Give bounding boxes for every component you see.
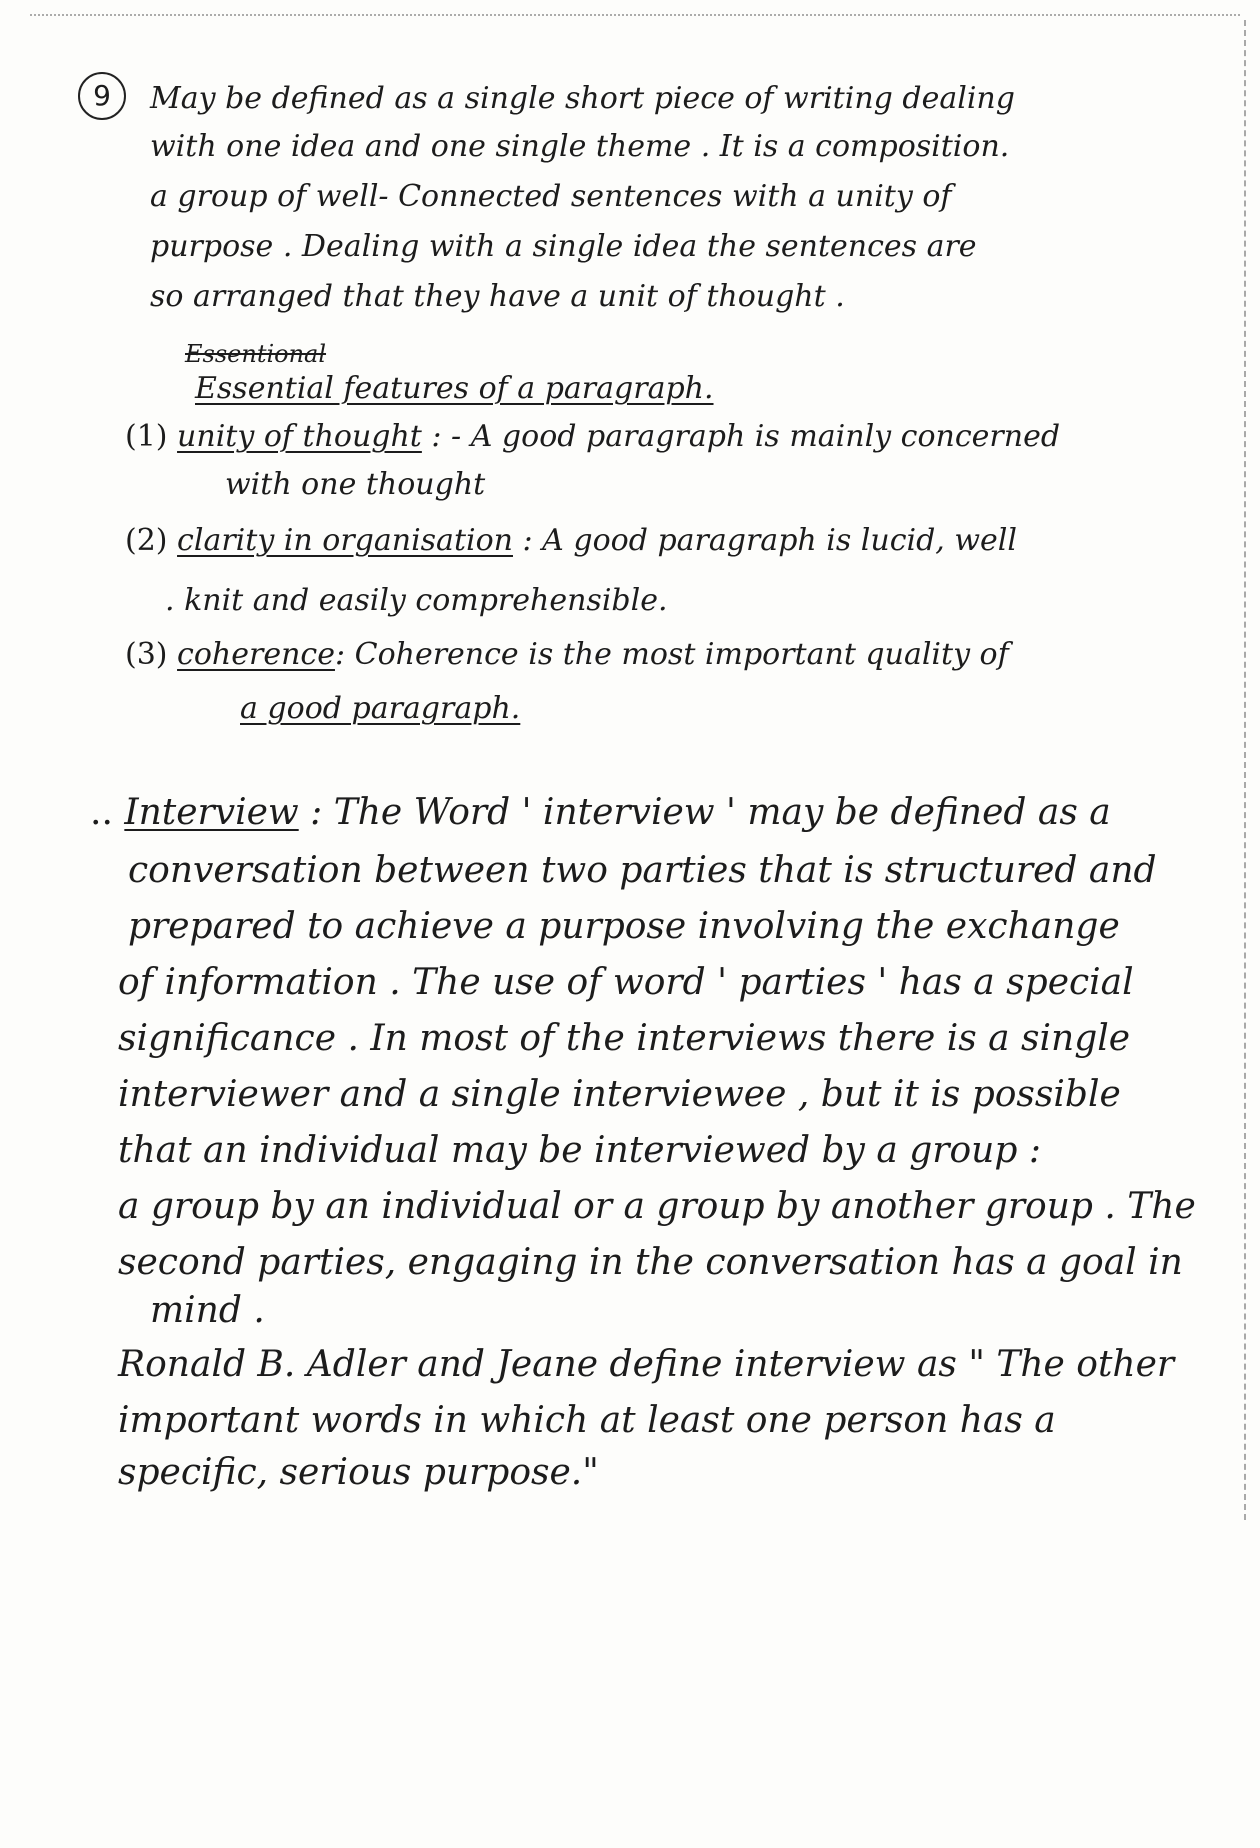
feature-marker: (1): [125, 419, 168, 454]
feature-marker: (3): [125, 637, 168, 672]
quote-line: specific, serious purpose.": [118, 1452, 599, 1493]
quote-line: Ronald B. Adler and Jeane define interview as " The other: [118, 1344, 1175, 1385]
interview-bullet: ..: [90, 792, 113, 833]
feature-separator: :: [334, 637, 355, 672]
interview-line: prepared to achieve a purpose involving the exchange: [128, 906, 1120, 947]
interview-line: that an individual may be interviewed by a group :: [118, 1130, 1041, 1171]
feature-item: [125, 522, 1017, 560]
scan-edge-top: [30, 14, 1240, 20]
feature-text: A good paragraph is lucid, well: [542, 523, 1017, 558]
definition-line: with one idea and one single theme . It is a composition.: [150, 129, 1010, 164]
definition-line: so arranged that they have a unit of thought .: [150, 279, 845, 314]
interview-line: of information . The use of word ' parties ' has a special: [118, 962, 1134, 1003]
feature-item: [125, 418, 1060, 456]
feature-text: Coherence is the most important quality of: [354, 637, 1009, 672]
feature-marker: (2): [125, 523, 168, 558]
quote-line: important words in which at least one person has a: [118, 1400, 1056, 1441]
feature-continuation: . knit and easily comprehensible.: [165, 583, 668, 618]
interview-line: : The Word ' interview ' may be defined as a: [298, 792, 1111, 833]
feature-separator: :: [512, 523, 543, 558]
feature-separator: : -: [421, 419, 471, 454]
feature-title: unity of thought: [177, 419, 422, 454]
interview-line: significance . In most of the interviews there is a single: [118, 1018, 1131, 1059]
feature-continuation: with one thought: [225, 467, 486, 502]
definition-line: purpose . Dealing with a single idea the sentences are: [150, 229, 977, 264]
interview-line: interviewer and a single interviewee , but it is possible: [118, 1074, 1121, 1115]
feature-text: A good paragraph is mainly concerned: [470, 419, 1061, 454]
feature-title: clarity in organisation: [177, 523, 513, 558]
interview-title: Interview: [124, 792, 299, 833]
interview-line: second parties, engaging in the conversation has a goal in: [118, 1242, 1183, 1283]
interview-line: mind .: [150, 1290, 265, 1331]
definition-line: May be defined as a single short piece of writing dealing: [150, 81, 1015, 116]
struck-out-word: Essentional: [185, 340, 327, 368]
interview-line: a group by an individual or a group by another group . The: [118, 1186, 1196, 1227]
margin-line-right: [1244, 20, 1246, 1520]
interview-first-line: [90, 790, 1111, 836]
question-number-circle: 9: [78, 72, 126, 120]
features-heading: Essential features of a paragraph.: [195, 371, 714, 406]
interview-line: conversation between two parties that is structured and: [128, 850, 1157, 891]
feature-continuation: a good paragraph.: [240, 691, 521, 726]
feature-item: [125, 636, 1009, 674]
feature-title: coherence: [177, 637, 335, 672]
definition-line: a group of well- Connected sentences with a unity of: [150, 179, 952, 214]
